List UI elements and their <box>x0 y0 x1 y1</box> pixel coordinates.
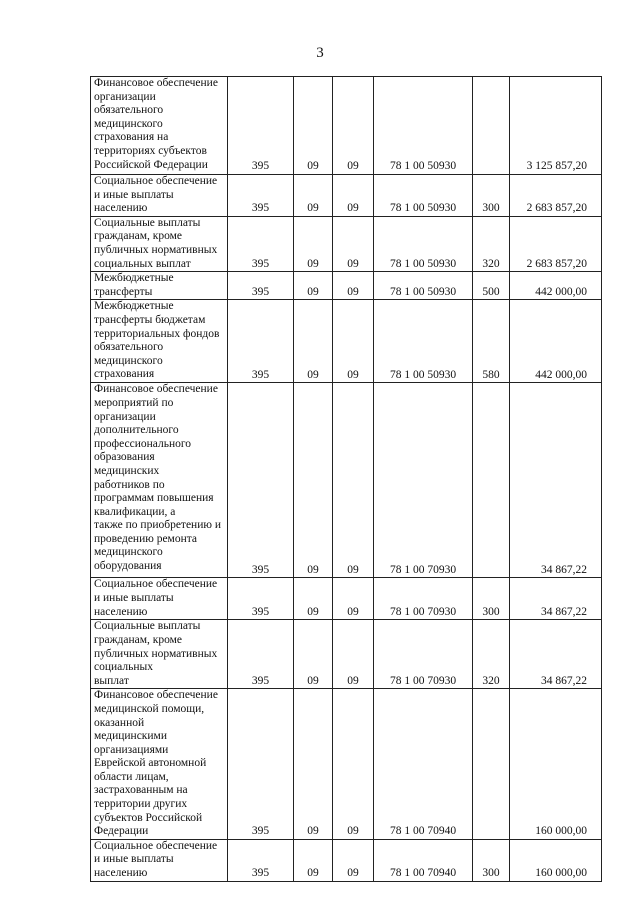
target-article-code-cell <box>374 620 473 689</box>
expense-type-code: 320 <box>482 257 500 270</box>
expense-type-code: 580 <box>482 368 500 381</box>
subsection-code: 09 <box>347 368 359 381</box>
section-code: 09 <box>307 825 319 838</box>
section-code: 09 <box>307 368 319 381</box>
row-name: Социальное обеспечение и иные выплаты населению <box>94 175 218 215</box>
ministry-code: 395 <box>251 160 270 173</box>
target-article-code-cell <box>374 175 473 217</box>
target-article-code: 78 1 00 70930 <box>389 674 457 687</box>
amount: 160 000,00 <box>535 825 587 838</box>
ministry-code: 395 <box>251 605 270 618</box>
row-name: Социальные выплаты гражданам, кроме публичных нормативных социальных выплат <box>94 216 218 270</box>
expense-type-code-cell <box>473 578 510 620</box>
expense-type-code-cell <box>473 77 510 175</box>
table-row <box>91 578 602 620</box>
subsection-code-cell <box>333 839 374 881</box>
section-code-cell <box>294 300 333 383</box>
target-article-code-cell <box>374 578 473 620</box>
expense-type-code-cell <box>473 300 510 383</box>
subsection-code: 09 <box>347 674 359 687</box>
subsection-code-cell <box>333 216 374 271</box>
amount-cell <box>510 300 602 383</box>
expense-type-code-cell <box>473 175 510 217</box>
row-name: Социальное обеспечение и иные выплаты населению <box>94 578 218 618</box>
table-row <box>91 839 602 881</box>
row-name-cell <box>91 77 228 175</box>
expense-type-code: 320 <box>482 674 500 687</box>
ministry-code: 395 <box>251 563 270 576</box>
target-article-code: 78 1 00 50930 <box>389 285 457 298</box>
table-row <box>91 620 602 689</box>
expense-type-code-cell <box>473 383 510 578</box>
ministry-code: 395 <box>251 257 270 270</box>
target-article-code-cell <box>374 689 473 840</box>
ministry-code-cell <box>228 175 294 217</box>
section-code: 09 <box>307 563 319 576</box>
row-name: Межбюджетные трансферты бюджетам территориальных фондов обязательного медицинского страхования <box>94 300 220 381</box>
row-name-cell <box>91 620 228 689</box>
table-row <box>91 383 602 578</box>
expense-type-code-cell <box>473 216 510 271</box>
row-name: Финансовое обеспечение медицинской помощи, оказанной медицинскими организациями Еврейской автономной области лицам, застрахованным на территории других субъектов Российской Федерации <box>94 689 218 838</box>
section-code: 09 <box>307 674 319 687</box>
expense-type-code: 300 <box>482 867 500 880</box>
table-row <box>91 216 602 271</box>
amount: 2 683 857,20 <box>526 202 587 215</box>
amount-cell <box>510 578 602 620</box>
ministry-code-cell <box>228 383 294 578</box>
amount: 2 683 857,20 <box>526 257 587 270</box>
ministry-code: 395 <box>251 825 270 838</box>
row-name-cell <box>91 216 228 271</box>
amount-cell <box>510 272 602 300</box>
ministry-code: 395 <box>251 368 270 381</box>
ministry-code-cell <box>228 77 294 175</box>
subsection-code: 09 <box>347 605 359 618</box>
amount: 3 125 857,20 <box>526 160 587 173</box>
row-name: Финансовое обеспечение организации обязательного медицинского страхования на территориях субъектов Российской Федерации <box>94 77 218 171</box>
row-name-cell <box>91 175 228 217</box>
ministry-code-cell <box>228 300 294 383</box>
ministry-code-cell <box>228 620 294 689</box>
amount: 160 000,00 <box>535 867 587 880</box>
ministry-code: 395 <box>251 674 270 687</box>
table-row <box>91 175 602 217</box>
subsection-code: 09 <box>347 825 359 838</box>
ministry-code: 395 <box>251 867 270 880</box>
amount: 34 867,22 <box>541 674 587 687</box>
section-code-cell <box>294 77 333 175</box>
row-name-cell <box>91 578 228 620</box>
section-code: 09 <box>307 257 319 270</box>
section-code: 09 <box>307 867 319 880</box>
row-name-cell <box>91 272 228 300</box>
row-name-cell <box>91 839 228 881</box>
subsection-code: 09 <box>347 257 359 270</box>
target-article-code: 78 1 00 50930 <box>389 257 457 270</box>
section-code-cell <box>294 216 333 271</box>
table-row <box>91 300 602 383</box>
section-code: 09 <box>307 160 319 173</box>
target-article-code-cell <box>374 300 473 383</box>
target-article-code-cell <box>374 216 473 271</box>
section-code-cell <box>294 689 333 840</box>
ministry-code: 395 <box>251 285 270 298</box>
section-code: 09 <box>307 202 319 215</box>
row-name: Социальные выплаты гражданам, кроме публичных нормативных социальных выплат <box>94 620 218 687</box>
target-article-code: 78 1 00 70930 <box>389 605 457 618</box>
section-code-cell <box>294 620 333 689</box>
subsection-code-cell <box>333 272 374 300</box>
section-code: 09 <box>307 605 319 618</box>
target-article-code-cell <box>374 77 473 175</box>
expense-type-code: 300 <box>482 605 500 618</box>
row-name: Социальное обеспечение и иные выплаты населению <box>94 839 218 880</box>
ministry-code-cell <box>228 272 294 300</box>
row-name: Межбюджетные трансферты <box>94 272 174 298</box>
target-article-code: 78 1 00 70940 <box>389 825 457 838</box>
row-name-cell <box>91 383 228 578</box>
section-code-cell <box>294 272 333 300</box>
expense-type-code: 300 <box>482 202 500 215</box>
amount: 442 000,00 <box>535 368 587 381</box>
table-row <box>91 272 602 300</box>
subsection-code: 09 <box>347 867 359 880</box>
row-name-cell <box>91 689 228 840</box>
subsection-code: 09 <box>347 160 359 173</box>
amount-cell <box>510 175 602 217</box>
target-article-code: 78 1 00 70940 <box>389 867 457 880</box>
section-code-cell <box>294 175 333 217</box>
amount-cell <box>510 620 602 689</box>
page-number: 3 <box>316 45 324 61</box>
row-name: Финансовое обеспечение мероприятий по организации дополнительного профессионального образования медицинских работников по программам повышения квалификации, а также по приобретению и проведению ремонта медицинского оборудования <box>94 383 221 573</box>
section-code-cell <box>294 839 333 881</box>
amount: 34 867,22 <box>541 563 587 576</box>
expense-type-code-cell <box>473 839 510 881</box>
row-name-cell <box>91 300 228 383</box>
target-article-code: 78 1 00 50930 <box>389 368 457 381</box>
ministry-code-cell <box>228 839 294 881</box>
target-article-code: 78 1 00 50930 <box>389 202 457 215</box>
amount-cell <box>510 77 602 175</box>
section-code: 09 <box>307 285 319 298</box>
target-article-code-cell <box>374 272 473 300</box>
ministry-code-cell <box>228 578 294 620</box>
expense-type-code-cell <box>473 689 510 840</box>
section-code-cell <box>294 383 333 578</box>
amount-cell <box>510 839 602 881</box>
amount: 34 867,22 <box>541 605 587 618</box>
ministry-code-cell <box>228 689 294 840</box>
table-row <box>91 689 602 840</box>
ministry-code: 395 <box>251 202 270 215</box>
subsection-code-cell <box>333 175 374 217</box>
amount-cell <box>510 383 602 578</box>
subsection-code-cell <box>333 300 374 383</box>
subsection-code-cell <box>333 689 374 840</box>
subsection-code-cell <box>333 383 374 578</box>
ministry-code-cell <box>228 216 294 271</box>
target-article-code: 78 1 00 70930 <box>389 563 457 576</box>
subsection-code: 09 <box>347 563 359 576</box>
expense-type-code-cell <box>473 272 510 300</box>
target-article-code-cell <box>374 383 473 578</box>
amount-cell <box>510 216 602 271</box>
table-row <box>91 77 602 175</box>
subsection-code-cell <box>333 620 374 689</box>
section-code-cell <box>294 578 333 620</box>
target-article-code: 78 1 00 50930 <box>389 160 457 173</box>
subsection-code-cell <box>333 578 374 620</box>
amount-cell <box>510 689 602 840</box>
expense-type-code: 500 <box>482 285 500 298</box>
amount: 442 000,00 <box>535 285 587 298</box>
subsection-code: 09 <box>347 285 359 298</box>
subsection-code: 09 <box>347 202 359 215</box>
target-article-code-cell <box>374 839 473 881</box>
subsection-code-cell <box>333 77 374 175</box>
budget-table <box>90 76 602 882</box>
expense-type-code-cell <box>473 620 510 689</box>
